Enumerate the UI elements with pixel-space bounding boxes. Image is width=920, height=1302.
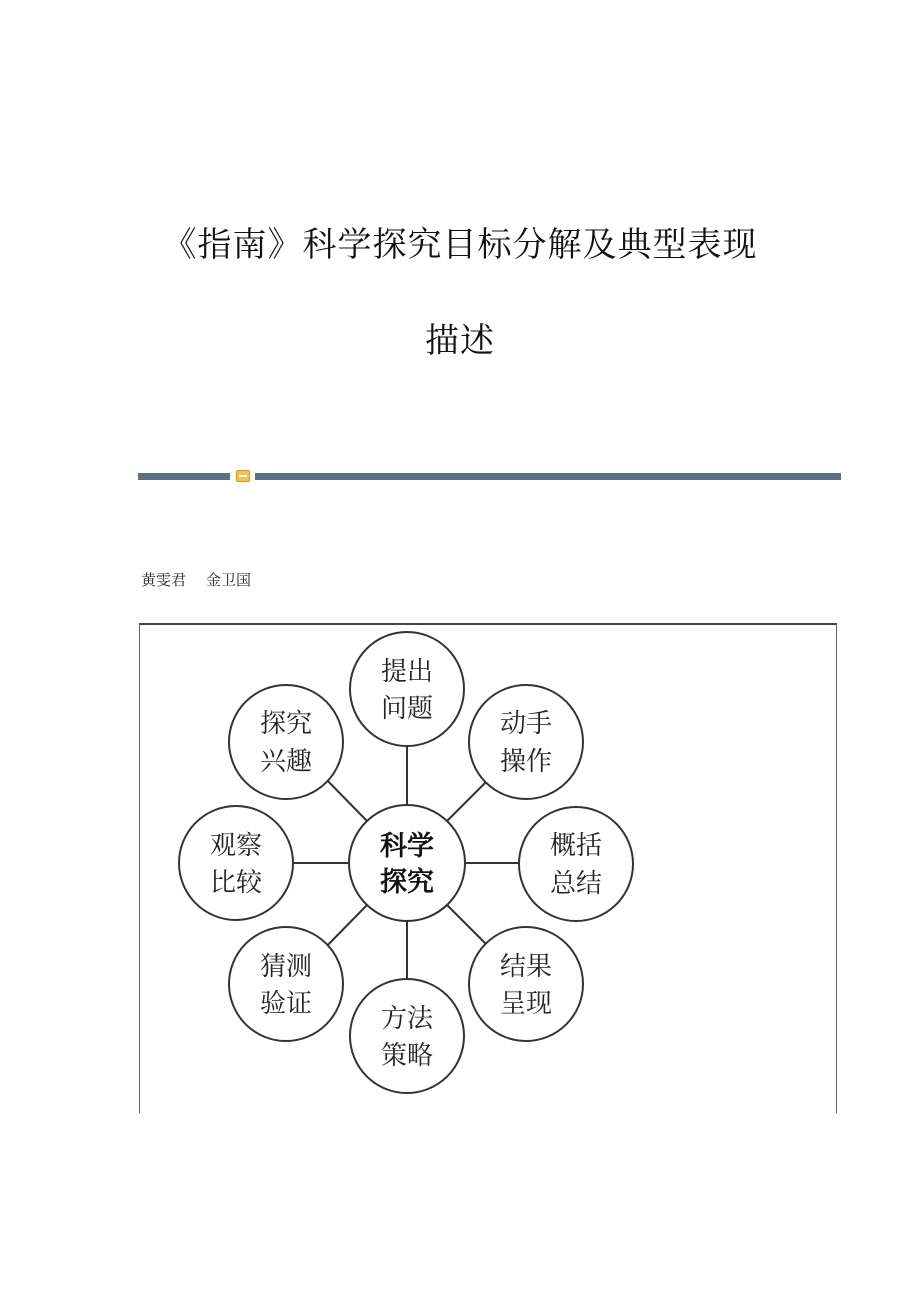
author-name: 金卫国 — [206, 571, 252, 589]
node-label-line-1: 动手 — [499, 709, 553, 739]
node-circle — [350, 632, 464, 746]
divider-right-bar — [255, 473, 841, 480]
node-top-left — [229, 685, 343, 799]
node-label-line-2: 策略 — [380, 1041, 434, 1071]
node-label-line-2: 问题 — [380, 694, 434, 724]
node-bottom — [350, 979, 464, 1093]
node-label-line-1: 方法 — [380, 1004, 434, 1034]
node-circle — [519, 807, 633, 921]
node-label-line-2: 验证 — [259, 989, 313, 1019]
node-label-line-1: 探究 — [259, 709, 313, 739]
center-label-line-1: 科学 — [380, 831, 434, 862]
authors — [141, 569, 251, 590]
title-divider — [138, 470, 841, 482]
node-bottom-right — [469, 927, 583, 1041]
node-label-line-2: 兴趣 — [259, 747, 313, 777]
center-label-line-2: 探究 — [380, 867, 434, 898]
node-label-line-1: 概括 — [549, 831, 603, 861]
node-circle — [469, 927, 583, 1041]
node-circle — [229, 927, 343, 1041]
diagram-canvas — [140, 625, 838, 1115]
node-label-line-1: 观察 — [209, 831, 263, 861]
node-bottom-left — [229, 927, 343, 1041]
node-label-line-2: 总结 — [549, 869, 603, 899]
node-top — [350, 632, 464, 746]
center-node — [349, 805, 465, 921]
node-left — [179, 806, 293, 920]
node-label-line-1: 猜测 — [259, 952, 313, 982]
science-inquiry-diagram — [139, 623, 837, 1113]
author-name: 黄雯君 — [141, 571, 187, 589]
node-label-line-1: 提出 — [380, 657, 434, 687]
node-top-right — [469, 685, 583, 799]
node-circle — [350, 979, 464, 1093]
node-label-line-2: 呈现 — [499, 989, 553, 1019]
divider-left-bar — [138, 473, 230, 480]
center-circle — [349, 805, 465, 921]
node-label-line-2: 操作 — [499, 747, 553, 777]
node-right — [519, 807, 633, 921]
node-circle — [469, 685, 583, 799]
document-title-line-1: 《指南》科学探究目标分解及典型表现 — [162, 225, 758, 265]
node-label-line-1: 结果 — [499, 952, 553, 982]
node-circle — [179, 806, 293, 920]
node-circle — [229, 685, 343, 799]
document-title-line-2: 描述 — [425, 321, 495, 361]
divider-marker-icon — [236, 470, 250, 482]
node-label-line-2: 比较 — [209, 868, 263, 898]
